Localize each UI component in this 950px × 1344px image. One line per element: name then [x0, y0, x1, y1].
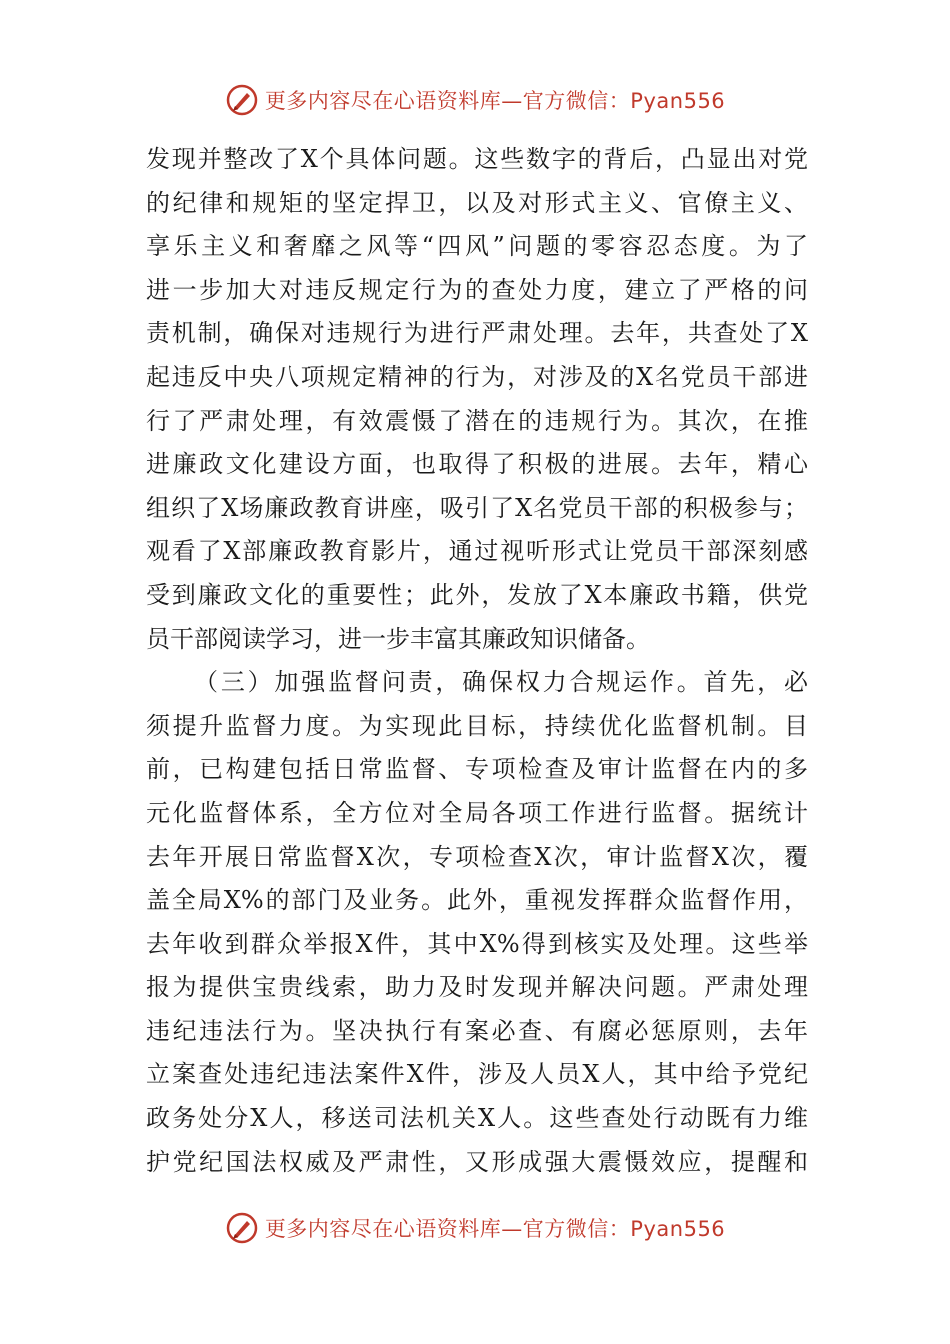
paragraph-line: 受到廉政文化的重要性；此外，发放了X本廉政书籍，供党	[146, 580, 808, 609]
paragraph-line: 立案查处违纪违法案件X件，涉及人员X人，其中给予党纪	[146, 1060, 808, 1089]
paragraph-line: 去年收到群众举报X件，其中X%得到核实及处理。这些举	[146, 929, 808, 958]
document-body	[146, 138, 808, 1184]
footer-banner	[0, 1208, 950, 1248]
header-banner-text: 更多内容尽在心语资料库—官方微信：Pyan556	[264, 89, 726, 113]
paragraph-line: 观看了X部廉政教育影片，通过视听形式让党员干部深刻感	[146, 537, 808, 566]
paragraph-line: 护党纪国法权威及严肃性，又形成强大震慑效应，提醒和	[146, 1147, 808, 1176]
paragraph-line: 违纪违法行为。坚决执行有案必查、有腐必惩原则，去年	[146, 1016, 808, 1045]
paragraph-line: 元化监督体系，全方位对全局各项工作进行监督。据统计	[146, 798, 808, 827]
paragraph-line: 进廉政文化建设方面，也取得了积极的进展。去年，精心	[146, 450, 808, 479]
paragraph-line: 享乐主义和奢靡之风等“四风”问题的零容忍态度。为了	[146, 232, 808, 261]
section-heading-line: （三）加强监督问责，确保权力合规运作。首先，必	[194, 668, 808, 697]
paragraph-line: 政务处分X人，移送司法机关X人。这些查处行动既有力维	[146, 1104, 808, 1133]
footer-banner-text: 更多内容尽在心语资料库—官方微信：Pyan556	[264, 1217, 726, 1241]
paragraph-line: 前，已构建包括日常监督、专项检查及审计监督在内的多	[146, 755, 808, 784]
paragraph-line: 的纪律和规矩的坚定捍卫，以及对形式主义、官僚主义、	[146, 188, 808, 217]
paragraph-line: 行了严肃处理，有效震慑了潜在的违规行为。其次，在推	[146, 406, 808, 435]
paragraph-line: 员干部阅读学习，进一步丰富其廉政知识储备。	[146, 624, 650, 653]
pen-logo-icon	[225, 1211, 259, 1245]
pen-logo-icon	[225, 83, 259, 117]
paragraph-line: 须提升监督力度。为实现此目标，持续优化监督机制。目	[146, 711, 808, 740]
paragraph-line: 组织了X场廉政教育讲座，吸引了X名党员干部的积极参与；	[146, 493, 808, 522]
paragraph-line: 进一步加大对违反规定行为的查处力度，建立了严格的问	[146, 275, 808, 304]
paragraph-line: 起违反中央八项规定精神的行为，对涉及的X名党员干部进	[146, 362, 808, 391]
paragraph-line: 去年开展日常监督X次，专项检查X次，审计监督X次，覆	[146, 842, 808, 871]
paragraph-line: 盖全局X%的部门及业务。此外，重视发挥群众监督作用，	[146, 886, 808, 915]
paragraph-line: 责机制，确保对违规行为进行严肃处理。去年，共查处了X	[146, 319, 808, 348]
paragraph-line: 报为提供宝贵线索，助力及时发现并解决问题。严肃处理	[146, 973, 808, 1002]
header-banner	[0, 80, 950, 120]
paragraph-line: 发现并整改了X个具体问题。这些数字的背后，凸显出对党	[146, 145, 808, 173]
